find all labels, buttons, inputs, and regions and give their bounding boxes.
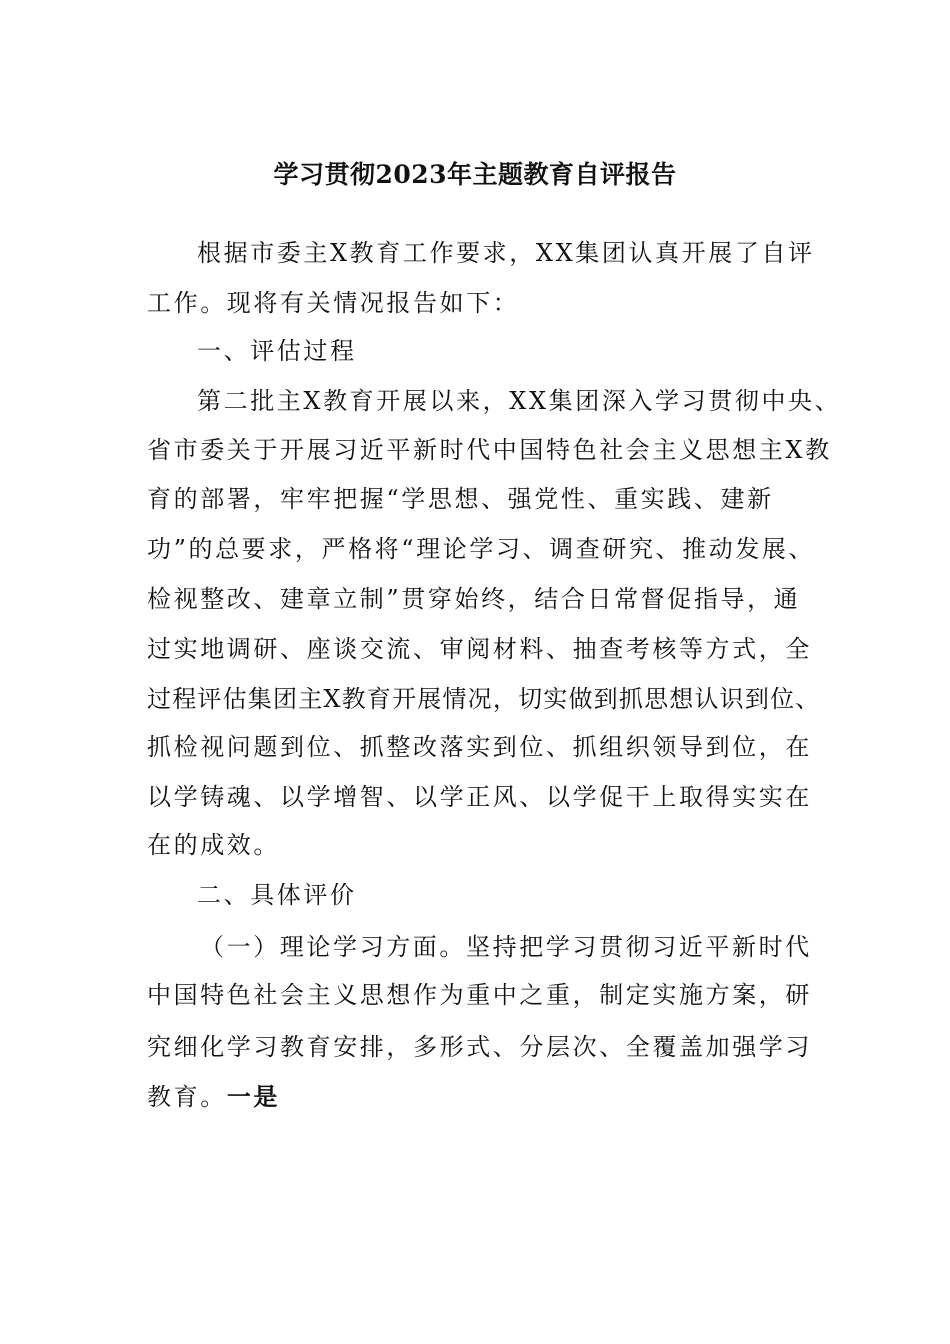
paragraph-line: 检视整改、建章立制”贯穿始终，结合日常督促指导，通	[147, 585, 801, 613]
paragraph-line: 中国特色社会主义思想作为重中之重，制定实施方案，研	[147, 981, 812, 1009]
section-heading-1: 一、评估过程	[197, 337, 357, 365]
document-title: 学习贯彻2023年主题教育自评报告	[273, 160, 677, 189]
paragraph-line: （一）理论学习方面。坚持把学习贯彻习近平新时代	[200, 933, 812, 961]
paragraph-line: 以学铸魂、以学增智、以学正风、以学促干上取得实实在	[147, 783, 812, 811]
paragraph-line: 究细化学习教育安排，多形式、分层次、全覆盖加强学习	[147, 1033, 812, 1061]
paragraph-line-last	[147, 1080, 280, 1114]
paragraph-line: 工作。现将有关情况报告如下：	[147, 289, 520, 317]
paragraph-text: 教育。	[147, 1083, 227, 1111]
bold-lead-text: 一是	[226, 1082, 281, 1111]
paragraph-line: 根据市委主X教育工作要求，XX集团认真开展了自评	[197, 239, 815, 267]
paragraph-line: 过实地调研、座谈交流、审阅材料、抽查考核等方式，全	[147, 635, 812, 663]
paragraph-line: 过程评估集团主X教育开展情况，切实做到抓思想认识到位、	[147, 685, 821, 713]
paragraph-line: 育的部署，牢牢把握“学思想、强党性、重实践、建新	[147, 485, 774, 513]
paragraph-line: 在的成效。	[147, 831, 280, 859]
paragraph-line: 抓检视问题到位、抓整改落实到位、抓组织领导到位，在	[147, 733, 812, 761]
section-heading-2: 二、具体评价	[197, 881, 357, 909]
paragraph-line: 功”的总要求，严格将“理论学习、调查研究、推动发展、	[147, 535, 816, 563]
paragraph-line: 省市委关于开展习近平新时代中国特色社会主义思想主X教	[147, 436, 832, 464]
paragraph-line: 第二批主X教育开展以来，XX集团深入学习贯彻中央、	[197, 387, 842, 415]
